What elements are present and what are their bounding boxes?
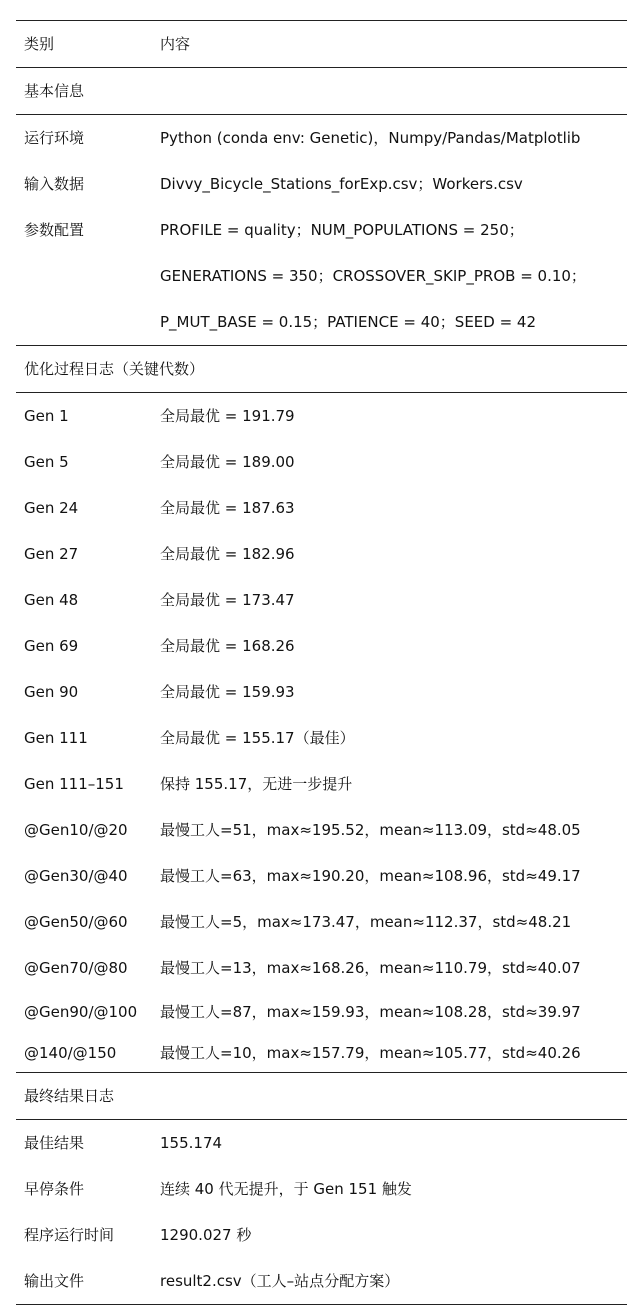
section-title-optimization-log: 优化过程日志（关键代数）: [24, 360, 205, 378]
table-row: [16, 761, 627, 807]
row-label: @Gen90/@100: [24, 1003, 138, 1021]
table-row: [16, 1034, 627, 1072]
row-value: 155.174: [160, 1134, 223, 1152]
table-row: [16, 207, 627, 253]
row-value: P_MUT_BASE = 0.15；PATIENCE = 40；SEED = 42: [160, 313, 537, 331]
row-label: @Gen70/@80: [24, 959, 128, 977]
log-table: [16, 20, 627, 1305]
table-row: [16, 577, 627, 623]
row-label: Gen 69: [24, 637, 79, 655]
row-value: 全局最优 = 173.47: [160, 591, 295, 609]
table-row: [16, 1120, 627, 1166]
row-value: 全局最优 = 189.00: [160, 453, 295, 471]
row-label: Gen 5: [24, 453, 69, 471]
row-value: result2.csv（工人–站点分配方案）: [160, 1272, 400, 1290]
row-label: @Gen30/@40: [24, 867, 128, 885]
row-value: 最慢工人=13，max≈168.26，mean≈110.79，std≈40.07: [160, 959, 581, 977]
row-value: 连续 40 代无提升，于 Gen 151 触发: [160, 1180, 412, 1198]
table-row: [16, 1212, 627, 1258]
row-value: Divvy_Bicycle_Stations_forExp.csv；Workers.csv: [160, 175, 523, 193]
row-value: 最慢工人=10，max≈157.79，mean≈105.77，std≈40.26: [160, 1044, 581, 1062]
row-value: PROFILE = quality；NUM_POPULATIONS = 250；: [160, 221, 524, 239]
section-title-row: [16, 68, 627, 114]
table-row: [16, 991, 627, 1034]
table-row: [16, 161, 627, 207]
row-value: 全局最优 = 191.79: [160, 407, 295, 425]
row-value: 全局最优 = 182.96: [160, 545, 295, 563]
row-value: 最慢工人=51，max≈195.52，mean≈113.09，std≈48.05: [160, 821, 581, 839]
table-header-row: [16, 21, 627, 67]
row-label: Gen 1: [24, 407, 69, 425]
row-label: Gen 48: [24, 591, 79, 609]
table-row: [16, 531, 627, 577]
row-value: 保持 155.17，无进一步提升: [160, 775, 353, 793]
table-row: [16, 1258, 627, 1304]
row-label: Gen 24: [24, 499, 79, 517]
row-label: Gen 111: [24, 729, 88, 747]
header-category: 类别: [24, 35, 55, 53]
row-label: 程序运行时间: [24, 1226, 115, 1244]
row-value: 全局最优 = 168.26: [160, 637, 295, 655]
header-content: 内容: [160, 35, 191, 53]
table-row: [16, 899, 627, 945]
row-value: 全局最优 = 155.17（最佳）: [160, 729, 355, 747]
row-label: @Gen50/@60: [24, 913, 128, 931]
row-value: Python (conda env: Genetic)，Numpy/Pandas/Matplotlib: [160, 129, 581, 147]
section-title-row: [16, 346, 627, 392]
row-label: Gen 111–151: [24, 775, 124, 793]
table-row: [16, 715, 627, 761]
row-label: 输入数据: [24, 175, 85, 193]
row-label: 输出文件: [24, 1272, 85, 1290]
table-row: [16, 253, 627, 299]
row-value: 1290.027 秒: [160, 1226, 252, 1244]
row-label: 早停条件: [24, 1180, 85, 1198]
section-title-basic-info: 基本信息: [24, 82, 85, 100]
row-label: 最佳结果: [24, 1134, 85, 1152]
table-row: [16, 807, 627, 853]
table-bottom-rule: [16, 1304, 627, 1305]
row-label: @140/@150: [24, 1044, 117, 1062]
row-value: 最慢工人=63，max≈190.20，mean≈108.96，std≈49.17: [160, 867, 581, 885]
section-title-row: [16, 1073, 627, 1119]
row-label: 参数配置: [24, 221, 85, 239]
row-label: Gen 27: [24, 545, 79, 563]
row-value: 全局最优 = 159.93: [160, 683, 295, 701]
row-label: 运行环境: [24, 129, 85, 147]
table-row: [16, 299, 627, 345]
row-value: 最慢工人=87，max≈159.93，mean≈108.28，std≈39.97: [160, 1003, 581, 1021]
table-row: [16, 1166, 627, 1212]
table-row: [16, 439, 627, 485]
table-row: [16, 853, 627, 899]
table-row: [16, 485, 627, 531]
section-title-final-results: 最终结果日志: [24, 1087, 115, 1105]
table-row: [16, 115, 627, 161]
row-value: 全局最优 = 187.63: [160, 499, 295, 517]
row-label: Gen 90: [24, 683, 79, 701]
row-label: @Gen10/@20: [24, 821, 128, 839]
table-row: [16, 623, 627, 669]
table-row: [16, 945, 627, 991]
table-row: [16, 669, 627, 715]
row-value: GENERATIONS = 350；CROSSOVER_SKIP_PROB = 0.10；: [160, 267, 586, 285]
table-row: [16, 393, 627, 439]
row-value: 最慢工人=5，max≈173.47，mean≈112.37，std≈48.21: [160, 913, 572, 931]
